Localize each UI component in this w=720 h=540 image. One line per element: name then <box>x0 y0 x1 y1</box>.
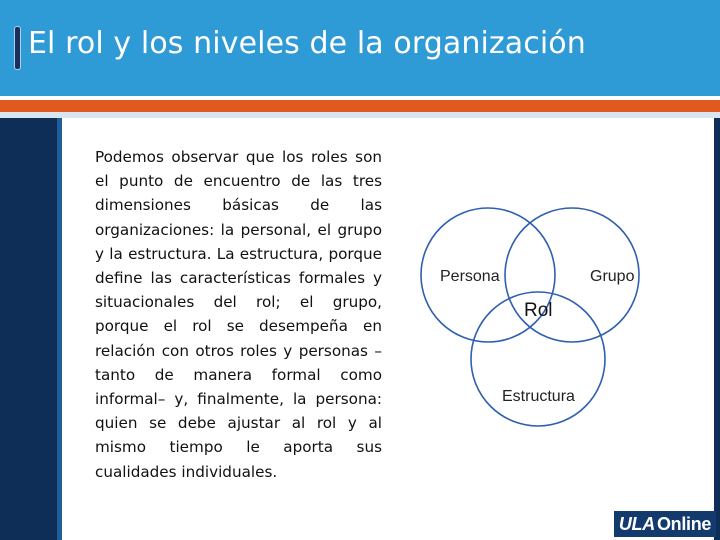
slide-title: El rol y los niveles de la organización <box>28 26 586 61</box>
label-persona: Persona <box>440 268 500 285</box>
left-sidebar-edge <box>57 118 62 540</box>
logo-brand: ULA <box>618 513 655 534</box>
label-grupo: Grupo <box>590 268 635 285</box>
label-rol: Rol <box>524 300 553 321</box>
label-estructura: Estructura <box>502 388 575 405</box>
accent-band <box>0 100 720 112</box>
logo-suffix: Online <box>656 513 712 534</box>
slide-header <box>0 0 720 96</box>
venn-diagram <box>418 195 658 435</box>
right-edge-stripe <box>714 118 720 540</box>
ula-online-logo <box>614 511 716 537</box>
body-paragraph: Podemos observar que los roles son el punto de encuentro de las tres dimensiones básicas de las organizaciones: la personal, el grupo y la estructura. La estructura, porque define las características formales y situacionales del rol; el grupo, porque el rol se desempeña en relación con otros roles y personas –tanto de manera formal como informal– y, finalmente, la persona: quien se debe ajustar al rol y al mismo tiempo le aporta sus cualidades individuales. <box>95 148 382 481</box>
left-sidebar-stripe <box>0 118 57 540</box>
title-accent-bar <box>15 27 20 69</box>
accent-band-shadow <box>0 112 720 118</box>
